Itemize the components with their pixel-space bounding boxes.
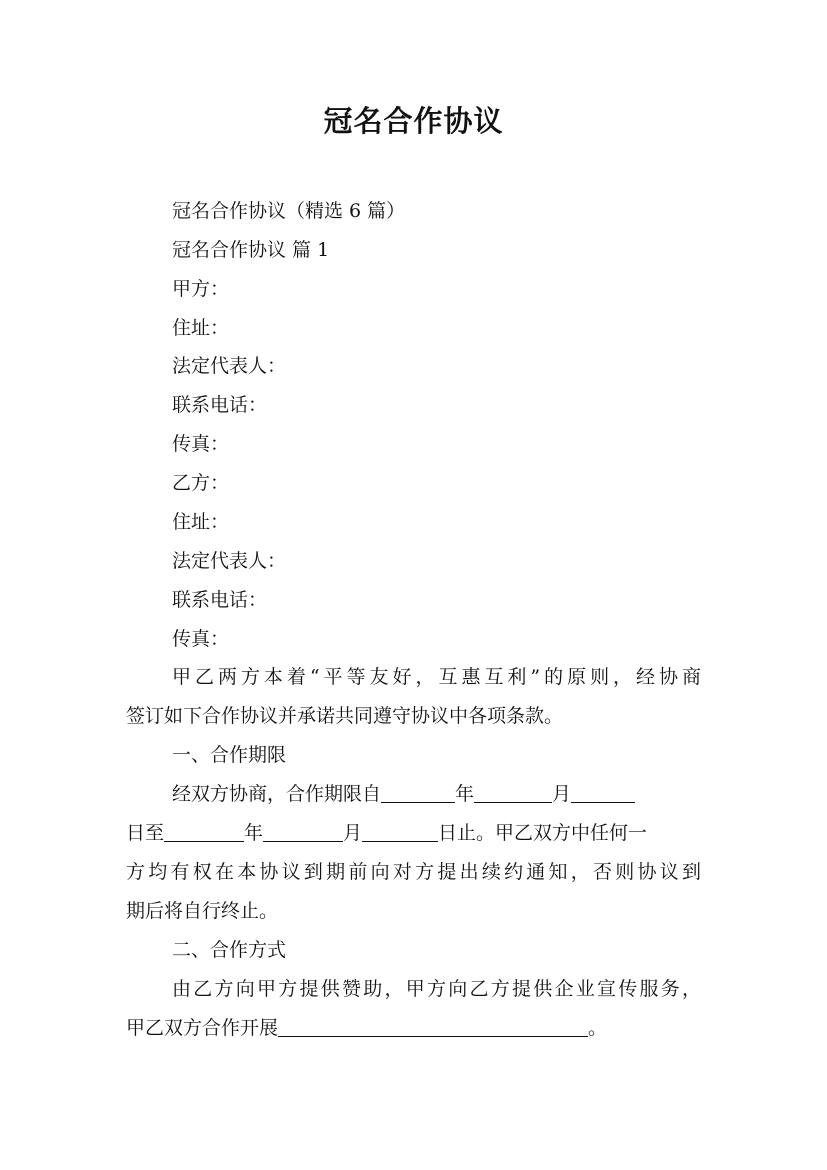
clause-2-period: 。 — [588, 1017, 608, 1039]
intro-paragraph-line-2: 签订如下合作协议并承诺共同遵守协议中各项条款。 — [126, 705, 564, 727]
party-a-address: 住址： — [172, 317, 230, 339]
clause-1-end-text: 日止。甲乙双方中任何一 — [438, 822, 648, 844]
party-a-representative: 法定代表人： — [172, 355, 287, 377]
clause-1-line-1 — [172, 781, 635, 807]
party-b-label: 乙方： — [172, 472, 230, 494]
party-b-address: 住址： — [172, 511, 230, 533]
section-heading: 冠名合作协议 篇 1 — [172, 239, 330, 261]
blank-year-2 — [164, 823, 244, 842]
blank-month-2 — [263, 823, 343, 842]
day-to-label: 日至 — [126, 822, 165, 844]
clause-1-heading: 一、合作期限 — [172, 744, 287, 766]
clause-1-line-3: 方均有权在本协议到期前向对方提出续约通知，否则协议到 — [126, 861, 701, 883]
clause-1-line-4: 期后将自行终止。 — [126, 900, 279, 922]
blank-year-1 — [381, 784, 455, 803]
party-a-label: 甲方： — [172, 278, 230, 300]
clause-2-line-1: 由乙方向甲方提供赞助，甲方向乙方提供企业宣传服务， — [172, 978, 701, 1000]
blank-cooperation-content — [278, 1018, 588, 1037]
blank-day-1 — [571, 784, 635, 803]
party-b-fax: 传真： — [172, 628, 230, 650]
clause-1-text: 经双方协商，合作期限自 — [172, 783, 382, 805]
year-label: 年 — [455, 783, 475, 805]
intro-paragraph-line-1: 甲乙两方本着“平等友好，互惠互利”的原则，经协商 — [172, 666, 701, 688]
party-a-phone: 联系电话： — [172, 394, 268, 416]
month-label: 月 — [552, 783, 572, 805]
clause-2-line-2 — [126, 1015, 607, 1041]
clause-1-line-2 — [126, 820, 647, 846]
document-subtitle: 冠名合作协议（精选 6 篇） — [172, 200, 406, 222]
party-a-fax: 传真： — [172, 433, 230, 455]
blank-month-1 — [474, 784, 552, 803]
clause-2-text: 甲乙双方合作开展 — [126, 1017, 279, 1039]
month-label-2: 月 — [343, 822, 363, 844]
year-label-2: 年 — [244, 822, 264, 844]
clause-2-heading: 二、合作方式 — [172, 939, 287, 961]
party-b-representative: 法定代表人： — [172, 550, 287, 572]
party-b-phone: 联系电话： — [172, 589, 268, 611]
blank-day-2 — [362, 823, 438, 842]
document-title: 冠名合作协议 — [323, 104, 504, 138]
